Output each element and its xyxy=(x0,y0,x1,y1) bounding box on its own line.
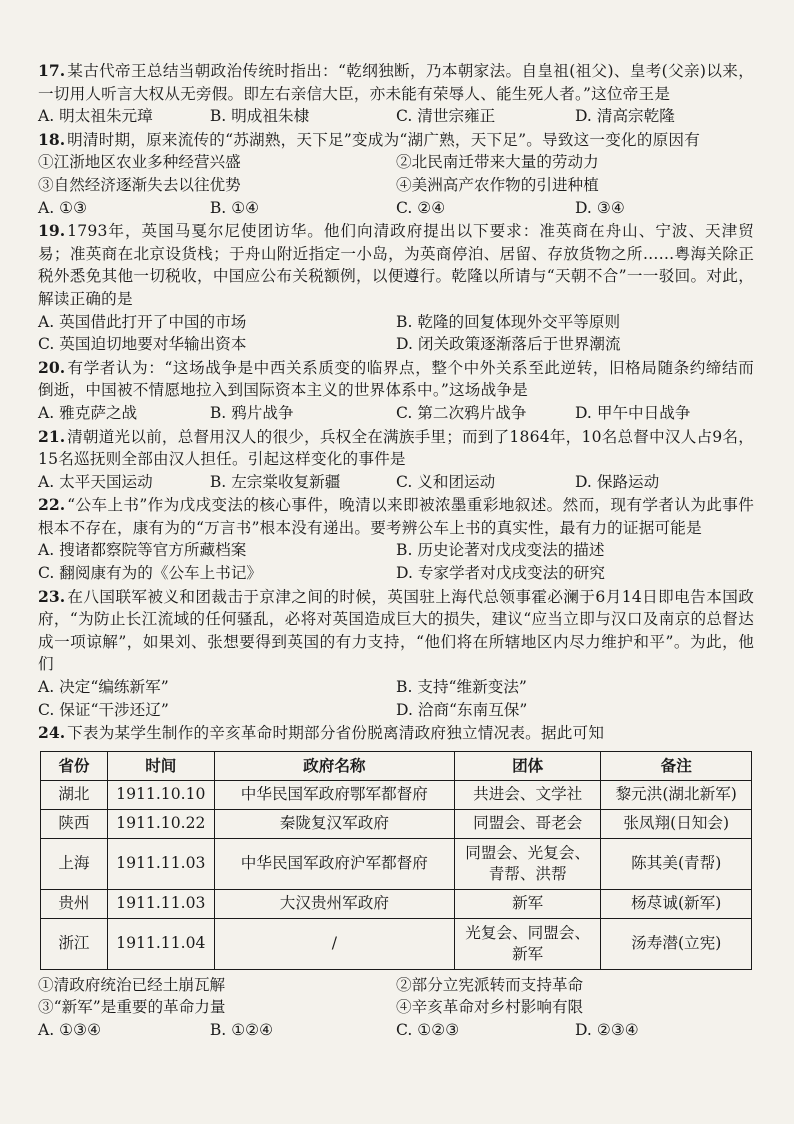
table-header-row xyxy=(41,751,752,780)
question-23 xyxy=(36,586,754,722)
question-stem xyxy=(36,129,754,152)
cell-time: 1911.11.03 xyxy=(107,889,214,918)
option-b[interactable]: B. 支持“维新变法” xyxy=(396,678,527,697)
statement-2: ②部分立宪派转而支持革命 xyxy=(396,975,584,994)
option-c[interactable]: C. 义和团运动 xyxy=(395,472,496,491)
table-row xyxy=(41,780,752,809)
cell-province: 陕西 xyxy=(41,809,108,838)
option-b[interactable]: B. 乾隆的回复体现外交平等原则 xyxy=(396,312,621,331)
option-d[interactable]: D. 专家学者对戊戌变法的研究 xyxy=(396,564,605,583)
answer-options xyxy=(36,676,754,721)
question-number: 24. xyxy=(38,723,66,743)
cell-groups: 共进会、文学社 xyxy=(454,780,601,809)
question-22 xyxy=(36,494,754,584)
table-row xyxy=(41,918,752,969)
statement-1: ①江浙地区农业多种经营兴盛 xyxy=(38,153,241,172)
option-b[interactable]: B. 鸦片战争 xyxy=(209,403,294,422)
statement-1: ①清政府统治已经土崩瓦解 xyxy=(38,975,226,994)
option-c[interactable]: C. 保证“干涉还辽” xyxy=(38,700,169,719)
question-text: 明清时期，原来流传的“苏湖熟，天下足”变成为“湖广熟，天下足”。导致这一变化的原因有 xyxy=(67,130,700,149)
question-20 xyxy=(36,357,754,425)
cell-province: 上海 xyxy=(41,838,108,889)
question-number: 20. xyxy=(38,357,66,377)
column-header-province: 省份 xyxy=(41,751,108,780)
question-number: 21. xyxy=(38,426,66,446)
option-d[interactable]: D. ③④ xyxy=(574,198,625,217)
question-19 xyxy=(36,220,754,356)
option-c[interactable]: C. 清世宗雍正 xyxy=(395,107,496,126)
table-row xyxy=(41,809,752,838)
cell-notes: 陈其美(青帮) xyxy=(601,838,752,889)
question-number: 22. xyxy=(38,495,66,515)
option-a[interactable]: A. 雅克萨之战 xyxy=(38,403,138,422)
question-number: 18. xyxy=(38,129,66,149)
question-stem xyxy=(36,586,754,676)
cell-time: 1911.11.04 xyxy=(107,918,214,969)
option-c[interactable]: C. 英国迫切地要对华输出资本 xyxy=(38,335,247,354)
option-a[interactable]: A. ①③ xyxy=(38,198,88,217)
question-number: 17. xyxy=(38,61,66,80)
statement-items xyxy=(36,974,754,1019)
option-d[interactable]: D. 保路运动 xyxy=(574,472,660,491)
option-c[interactable]: C. ①②③ xyxy=(395,1021,460,1039)
cell-province: 湖北 xyxy=(41,780,108,809)
province-independence-table xyxy=(40,751,752,970)
cell-notes: 汤寿潜(立宪) xyxy=(601,918,752,969)
cell-time: 1911.10.10 xyxy=(107,780,214,809)
option-a[interactable]: A. 太平天国运动 xyxy=(38,472,153,491)
table-row xyxy=(41,889,752,918)
option-c[interactable]: C. 第二次鸦片战争 xyxy=(395,403,527,422)
question-21 xyxy=(36,426,754,494)
statement-2: ②北民南迁带来大量的劳动力 xyxy=(396,153,599,172)
cell-province: 贵州 xyxy=(41,889,108,918)
question-stem xyxy=(36,60,754,105)
statement-items xyxy=(36,151,754,196)
cell-government: 中华民国军政府鄂军都督府 xyxy=(214,780,454,809)
statement-4: ④辛亥革命对乡村影响有限 xyxy=(396,998,584,1017)
answer-options xyxy=(36,1019,754,1042)
statement-3: ③自然经济逐渐失去以往优势 xyxy=(38,175,241,194)
question-text: 有学者认为：“这场战争是中西关系质变的临界点，整个中外关系至此逆转，旧格局随条约缔结而倒逝，中国被不情愿地拉入到国际资本主义的世界体系中。”这场战争是 xyxy=(38,358,754,400)
option-a[interactable]: A. 英国借此打开了中国的市场 xyxy=(38,312,247,331)
option-d[interactable]: D. 清高宗乾隆 xyxy=(574,107,675,126)
question-number: 23. xyxy=(38,586,66,606)
column-header-notes: 备注 xyxy=(601,751,752,780)
option-b[interactable]: B. ①②④ xyxy=(209,1021,274,1039)
question-text: 在八国联军被义和团裁击于京津之间的时候，英国驻上海代总领事霍必澜于6月14日即电告本国政府，“为防止长江流域的任何骚乱，必将对英国造成巨大的损失，建议“应当立即与汉口及南京的总督达成一项谅解”，如果刘、张想要得到英国的有力支持，“他们将在所辖地区内尽力维护和平”。为此，他们 xyxy=(38,587,754,674)
option-d[interactable]: D. 洽商“东南互保” xyxy=(396,700,528,719)
cell-notes: 杨荩诚(新军) xyxy=(601,889,752,918)
option-c[interactable]: C. 翻阅康有为的《公车上书记》 xyxy=(38,564,263,583)
table-row xyxy=(41,838,752,889)
cell-time: 1911.11.03 xyxy=(107,838,214,889)
column-header-government: 政府名称 xyxy=(214,751,454,780)
answer-options xyxy=(36,539,754,584)
answer-options xyxy=(36,197,754,220)
cell-province: 浙江 xyxy=(41,918,108,969)
question-stem xyxy=(36,722,754,745)
question-number: 19. xyxy=(38,221,66,241)
question-stem xyxy=(36,357,754,402)
question-text: 1793年，英国马戛尔尼使团访华。他们向清政府提出以下要求：准英商在舟山、宁波、天津贸易；准英商在北京设货栈；于舟山附近指定一小岛，为英商停泊、居留、存放货物之所……粤海关除正税外悉免其他一切税收，中国应公布关税额例，以便遵行。乾隆以所请与“天朝不合”一一驳回。对此，解读正确的是 xyxy=(38,222,754,308)
cell-notes: 黎元洪(湖北新军) xyxy=(601,780,752,809)
question-text: 清朝道光以前，总督用汉人的很少，兵权全在满族手里；而到了1864年，10名总督中汉人占9名，15名巡抚则全部由汉人担任。引起这样变化的事件是 xyxy=(38,427,754,469)
cell-groups: 同盟会、哥老会 xyxy=(454,809,601,838)
option-b[interactable]: B. 历史论著对戊戌变法的描述 xyxy=(396,541,605,560)
cell-government: 大汉贵州军政府 xyxy=(214,889,454,918)
cell-government: / xyxy=(214,918,454,969)
option-d[interactable]: D. 甲午中日战争 xyxy=(574,403,691,422)
answer-options xyxy=(36,402,754,425)
column-header-groups: 团体 xyxy=(454,751,601,780)
cell-government: 中华民国军政府沪军都督府 xyxy=(214,838,454,889)
option-d[interactable]: D. 闭关政策逐渐落后于世界潮流 xyxy=(396,335,621,354)
question-stem xyxy=(36,426,754,471)
question-18 xyxy=(36,129,754,219)
option-a[interactable]: A. 明太祖朱元璋 xyxy=(38,107,153,126)
statement-4: ④美洲高产农作物的引进种植 xyxy=(396,175,599,194)
option-c[interactable]: C. ②④ xyxy=(395,198,446,217)
answer-options xyxy=(36,471,754,494)
option-b[interactable]: B. 左宗棠收复新疆 xyxy=(209,472,341,491)
question-24 xyxy=(36,722,754,1041)
question-17 xyxy=(36,60,754,128)
cell-notes: 张凤翔(日知会) xyxy=(601,809,752,838)
option-a[interactable]: A. ①③④ xyxy=(38,1021,102,1039)
answer-options xyxy=(36,105,754,128)
option-d[interactable]: D. ②③④ xyxy=(574,1021,639,1039)
option-b[interactable]: B. ①④ xyxy=(209,198,260,217)
question-stem xyxy=(36,220,754,310)
question-text: 下表为某学生制作的辛亥革命时期部分省份脱离清政府独立情况表。据此可知 xyxy=(67,724,605,743)
statement-3: ③“新军”是重要的革命力量 xyxy=(38,998,226,1017)
answer-options xyxy=(36,311,754,356)
cell-government: 秦陇复汉军政府 xyxy=(214,809,454,838)
cell-groups: 新军 xyxy=(454,889,601,918)
column-header-time: 时间 xyxy=(107,751,214,780)
cell-time: 1911.10.22 xyxy=(107,809,214,838)
option-b[interactable]: B. 明成祖朱棣 xyxy=(209,107,310,126)
cell-groups: 光复会、同盟会、新军 xyxy=(454,918,601,969)
question-text: “公车上书”作为戊戌变法的核心事件，晚清以来即被浓墨重彩地叙述。然而，现有学者认为此事件根本不存在，康有为的“万言书”根本没有递出。要考辨公车上书的真实性，最有力的证据可能是 xyxy=(38,496,754,537)
question-stem xyxy=(36,494,754,539)
cell-groups: 同盟会、光复会、青帮、洪帮 xyxy=(454,838,601,889)
option-a[interactable]: A. 决定“编练新军” xyxy=(38,678,169,697)
question-text: 某古代帝王总结当朝政治传统时指出：“乾纲独断，乃本朝家法。自皇祖(祖父)、皇考(父亲)以来，一切用人听言大权从无旁假。即左右亲信大臣，亦未能有荣辱人、能生死人者。”这位帝王是 xyxy=(38,62,754,103)
option-a[interactable]: A. 搜诸都察院等官方所藏档案 xyxy=(38,541,247,560)
